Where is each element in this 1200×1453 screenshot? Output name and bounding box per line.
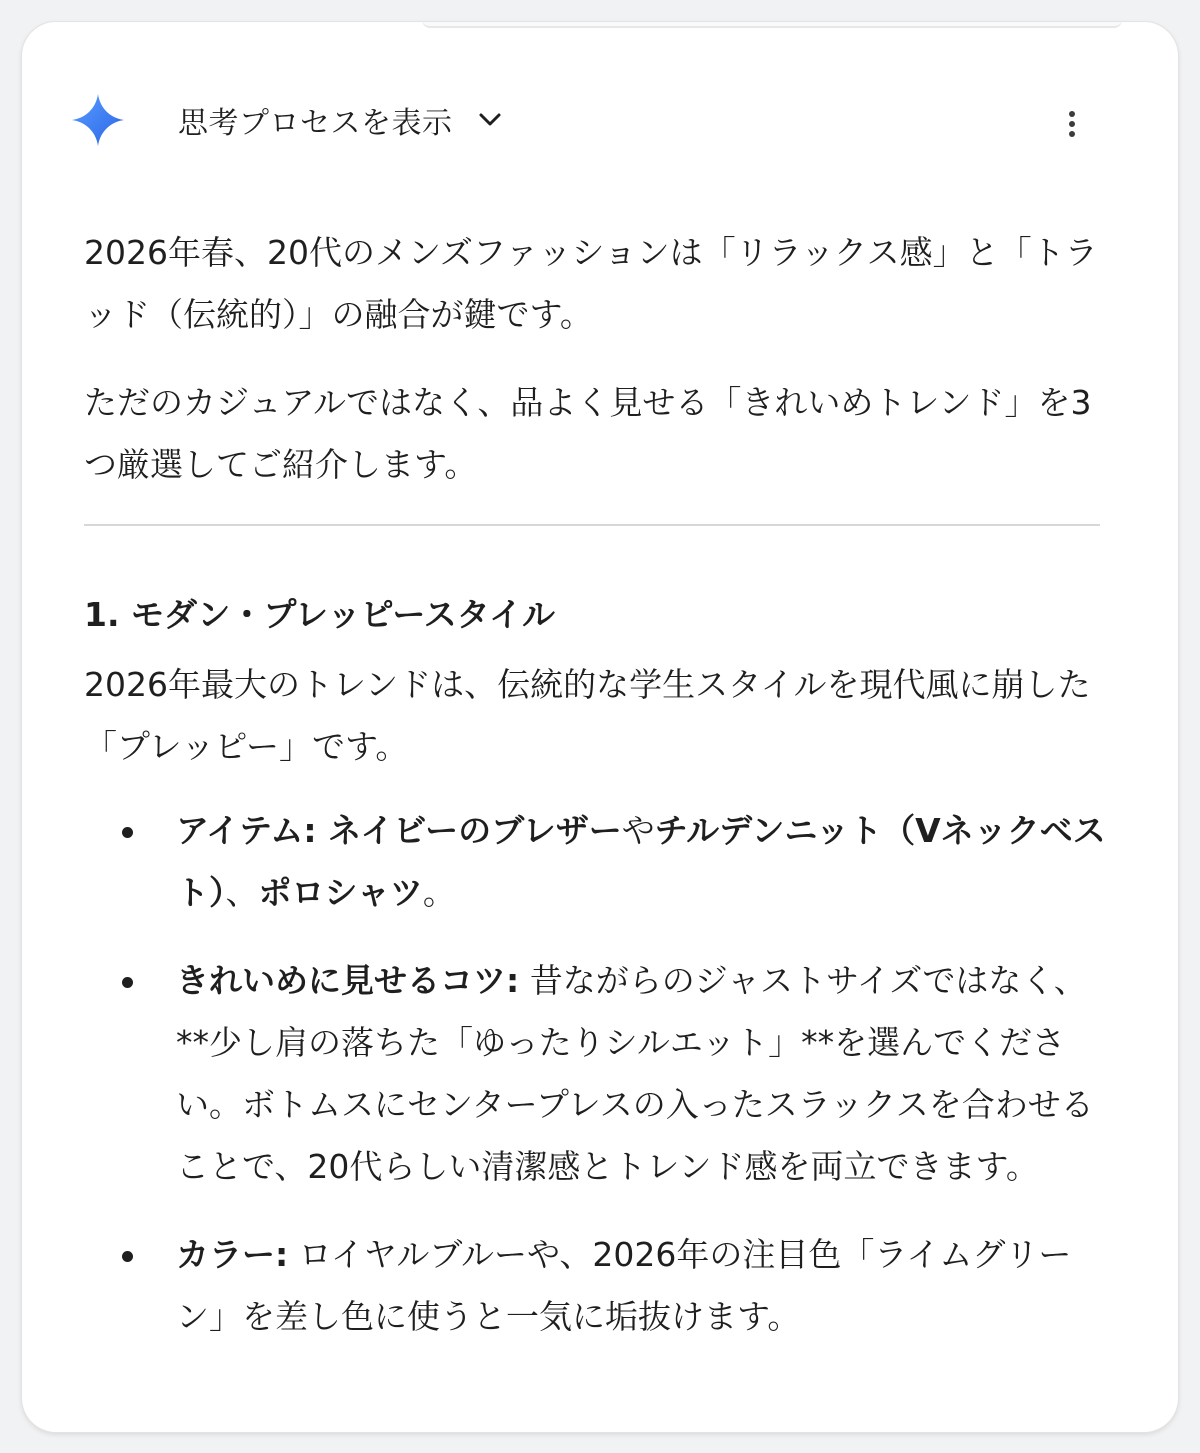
bullet-dot (122, 827, 133, 838)
show-thinking-toggle[interactable] (178, 98, 505, 142)
bullet-label: きれいめに見せるコツ: (176, 961, 520, 1000)
section-lead: 2026年最大のトレンドは、伝統的な学生スタイルを現代風に崩した「プレッピー」です。 (84, 665, 1091, 766)
bullet-text: 、 (225, 873, 259, 912)
bullet-text-bold: ネイビーのブレザー (316, 811, 622, 850)
bullet-label: アイテム: (176, 811, 317, 850)
section-heading: 1. モダン・プレッピースタイル (84, 595, 556, 634)
bullet-text: 昔ながらのジャストサイズではなく、**少し肩の落ちた「ゆったりシルエット」**を選んでください。ボトムスにセンタープレスの入ったスラックスを合わせることで、20代らしい清潔感とトレンド感を両立できます。 (176, 961, 1094, 1186)
response-card (22, 22, 1178, 1432)
gemini-spark-icon (70, 92, 126, 148)
bullet-text-bold: チルデンニット（Vネックベスト） (176, 811, 1106, 912)
bullet-text: や (621, 811, 655, 850)
bullet-text: 。 (422, 873, 456, 912)
list-item (84, 800, 1114, 924)
response-header (22, 82, 1178, 162)
chevron-down-icon (475, 105, 505, 135)
list-item (84, 1224, 1114, 1348)
more-options-button[interactable] (1052, 104, 1092, 144)
bullet-label: カラー: (176, 1235, 289, 1274)
bullet-dot (122, 1251, 133, 1262)
bullet-list (84, 800, 1114, 1348)
response-body (84, 222, 1114, 1374)
section-divider (84, 524, 1100, 526)
show-thinking-label: 思考プロセスを表示 (178, 106, 453, 141)
bullet-dot (122, 977, 133, 988)
intro-paragraph-1: 2026年春、20代のメンズファッションは「リラックス感」と「トラッド（伝統的）」の融合が鍵です。 (84, 233, 1098, 334)
bullet-text-bold: ポロシャツ (258, 873, 423, 912)
intro-paragraph-2: ただのカジュアルではなく、品よく見せる「きれいめトレンド」を3つ厳選してご紹介します。 (84, 383, 1092, 484)
previous-card-edge (422, 22, 1122, 28)
more-vert-icon (1067, 109, 1077, 139)
list-item (84, 950, 1114, 1198)
bullet-text: ロイヤルブルーや、2026年の注目色「ライムグリーン」を差し色に使うと一気に垢抜けます。 (176, 1235, 1072, 1336)
